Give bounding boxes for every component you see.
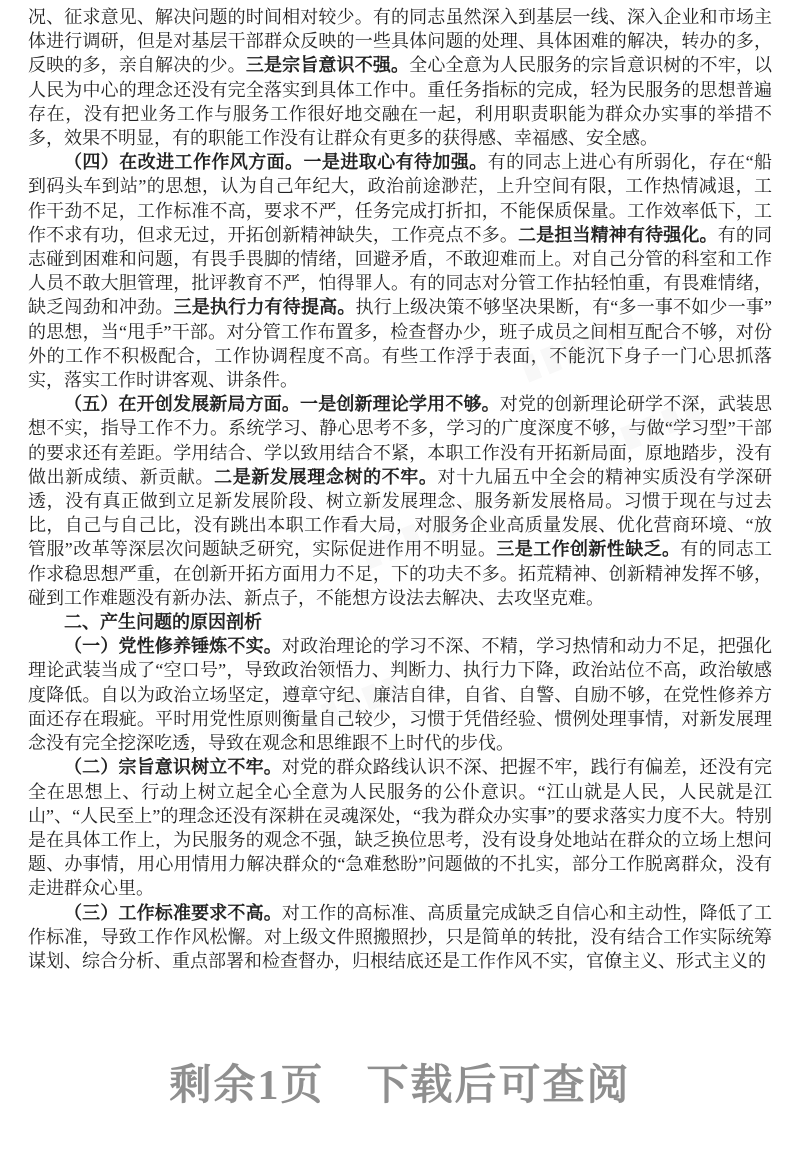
bold-text-run: 三是工作创新性缺乏。 <box>496 539 681 560</box>
paragraph <box>28 634 772 755</box>
text-run: 况、征求意见、解决问题的时间相对较少。有的同志虽然深入到基层一线、深入企业和市场主体进行调研，但是对基层干部群众反映的一些具体问题的处理、具体困难的解决，转办的多，反映的多，亲自解决的少。 <box>28 7 772 76</box>
text-run: 对党的群众路线认识不深、把握不牢，践行有偏差，还没有完全在思想上、行动上树立起全心全意为人民服务的公仆意识。“江山就是人民，人民就是江山”、“人民至上”的理念还没有深耕在灵魂深处，“我为群众办实事”的要求落实力度不大。特别是在具体工作上，为民服务的观念不强，缺乏换位思考，没有设身处地站在群众的立场上想问题、办事情，用心用情用力解决群众的“急难愁盼”问题做的不扎实，部分工作脱离群众，没有走进群众心里。 <box>28 757 773 899</box>
bold-text-run: 二是担当精神有待强化。 <box>518 224 718 245</box>
bold-text-run: （一）党性修养锤炼不实。 <box>64 636 282 657</box>
bold-text-run: 三是执行力有待提高。 <box>173 297 356 318</box>
bold-text-run: 二是新发展理念树的不牢。 <box>214 466 438 487</box>
remaining-pages-notice <box>0 1052 800 1112</box>
bold-text-run: 三是宗旨意识不强。 <box>245 55 410 76</box>
paragraph <box>28 392 772 610</box>
bold-text-run: （三）工作标准要求不高。 <box>64 902 282 923</box>
bold-text-run: 二、产生问题的原因剖析 <box>64 612 262 633</box>
paragraph <box>28 755 772 900</box>
text-run: 执行上级决策不够坚决果断，有“多一事不如少一事”的思想，当“甩手”干部。对分管工作布置多，检查督办少，班子成员之间相互配合不够，对份外的工作不积极配合，工作协调程度不高。有些工作浮于表面，不能沉下身子一门心思抓落实，落实工作时讲客观、讲条件。 <box>28 297 773 391</box>
text-run: 有的同志碰到困难和问题，有畏手畏脚的情绪，回避矛盾，不敢迎难而上。对自己分管的科室和工作人员不敢大胆管理，批评教育不严，怕得罪人。有的同志对分管工作拈轻怕重，有畏难情绪，缺乏闯劲和冲劲。 <box>28 224 773 318</box>
text-run: 对党的创新理论研学不深，武装思想不实，指导工作不力。系统学习、静心思考不多，学习的广度深度不够，与做“学习型”干部的要求还有差距。学用结合、学以致用结合不紧，本职工作没有开拓新局面，原地踏步，没有做出新成绩、新贡献。 <box>28 394 773 487</box>
text-run: 全心全意为人民服务的宗旨意识树的不牢，以人民为中心的理念还没有完全落实到具体工作中。重任务指标的完成，轻为民服务的思想普遍存在，没有把业务工作与服务工作很好地交融在一起，利用职责职能为群众办实事的举措不多，效果不明显，有的职能工作没有让群众有更多的获得感、幸福感、安全感。 <box>28 55 773 149</box>
paragraph <box>28 5 772 150</box>
download-to-view-label: 下载后可查阅 <box>366 1063 631 1109</box>
document-body <box>28 5 772 973</box>
text-run: 对十九届五中全会的精神实质没有学深研透，没有真正做到立足新发展阶段、树立新发展理念、服务新发展格局。习惯于现在与过去比，自己与自己比，没有跳出本职工作看大局，对服务企业高质量发展、优化营商环境、“放管服”改革等深层次问题缺乏研究，实际促进作用不明显。 <box>28 466 773 560</box>
bold-text-run: （五）在开创发展新局方面。一是创新理论学用不够。 <box>64 394 500 415</box>
paragraph <box>28 901 772 974</box>
bold-text-run: （二）宗旨意识树立不牢。 <box>64 757 282 778</box>
paragraph <box>28 150 772 392</box>
remaining-pages-label: 剩余1页 <box>169 1063 325 1109</box>
text-run: 对政治理论的学习不深、不精，学习热情和动力不足，把强化理论武装当成了“空口号”，导致政治领悟力、判断力、执行力下降，政治站位不高，政治敏感度降低。自以为政治立场坚定，遵章守纪、廉洁自律，自省、自警、自励不够，在党性修养方面还存在瑕疵。平时用党性原则衡量自己较少，习惯于凭借经验、惯例处理事情，对新发展理念没有完全挖深吃透，导致在观念和思维跟不上时代的步伐。 <box>28 636 773 754</box>
text-run: 对工作的高标准、高质量完成缺乏自信心和主动性，降低了工作标准，导致工作作风松懈。对上级文件照搬照抄，只是简单的转批，没有结合工作实际统筹谋划、综合分析、重点部署和检查督办，归根结底还是工作作风不实，官僚主义、形式主义的 <box>28 902 773 971</box>
bold-text-run: （四）在改进工作作风方面。一是进取心有待加强。 <box>64 152 488 173</box>
text-run: 有的同志工作求稳思想严重，在创新开拓方面用力不足，下的功夫不多。拓荒精神、创新精神发挥不够，碰到工作难题没有新办法、新点子，不能想方设法去解决、去攻坚克难。 <box>28 539 772 608</box>
text-run: 有的同志上进心有所弱化，存在“船到码头车到站”的思想，认为自己年纪大，政治前途渺茫，上升空间有限，工作热情减退，工作干劲不足，工作标准不高，要求不严，任务完成打折扣，不能保质保量。工作效率低下，工作不求有功，但求无过，开拓创新精神缺失，工作亮点不多。 <box>28 152 772 245</box>
section-heading <box>28 610 772 634</box>
